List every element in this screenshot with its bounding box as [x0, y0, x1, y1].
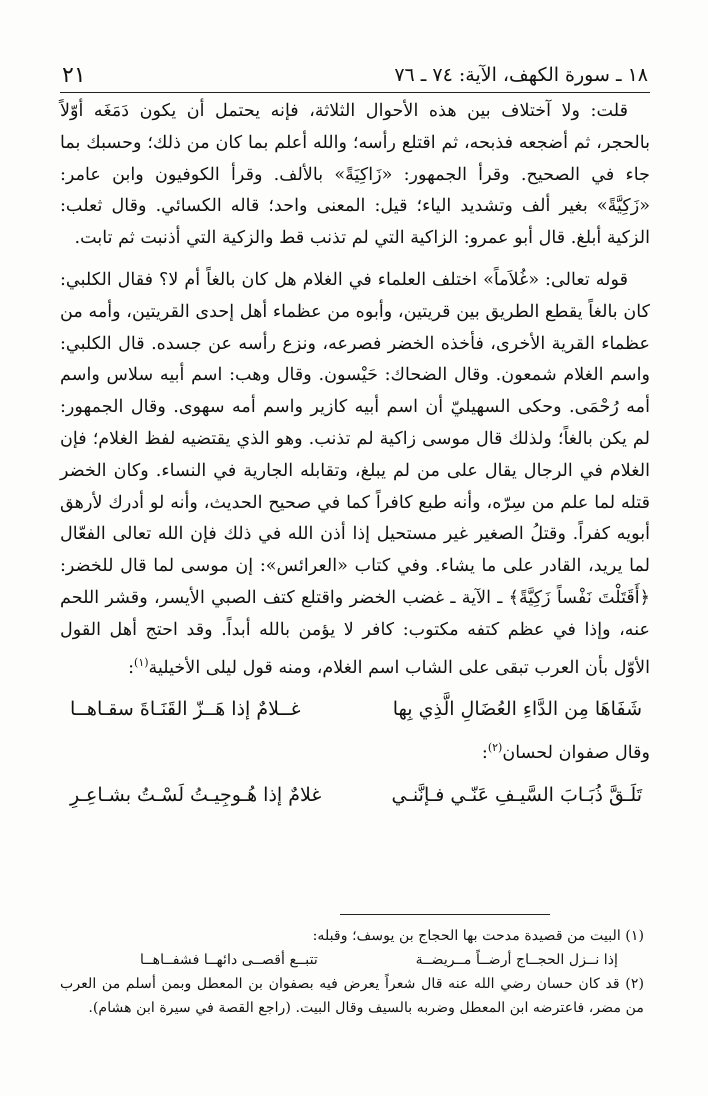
verse-2-first-hemistich: تَلَـقَّ ذُبَـابَ السَّيـفِ عَنّـي فـإنَّنـي [391, 783, 642, 806]
footnotes [60, 924, 644, 1020]
paragraph-2-text: قوله تعالى: «غُلاَماً» اختلف العلماء في الغلام هل كان بالغاً أم لا؟ فقال الكلبي: كان بالغاً يقطع الطريق بين قريتين، وأبوه من عظماء أهل إحدى القريتين، وأمه من عظماء القرية الأخرى، فأخذه الخضر فصرعه، ونزع رأسه عن جسده. قال الكلبي: واسم الغلام شمعون. وقال الضحاك: حَيْسون. وقال وهب: اسم أبيه سلاس واسم أمه رُحْمَى. وحكى السهيليّ أن اسم أبيه كازير واسم أمه سهوى. وقال الجمهور: لم يكن بالغاً؛ ولذلك قال موسى زاكية لم تذنب. وهو الذي يقتضيه لفظ الغلام؛ فإن الغلام في الرجال يقال على من لم يبلغ، وتقابله الجارية في النساء. وكان الخضر قتله لما علم من سِرّه، وأنه طبع كافراً كما في صحيح الحديث، وأنه لو أدرك لأرهق أبويه كفراً. وقتلُ الصغير غير مستحيل إذا أذن الله في ذلك فإن الله تعالى الفعّال لما يريد، القادر على ما يشاء. وفي كتاب «العرائس»: إن موسى لما قال للخضر: ﴿أَقَتَلْتَ نَفْساً زَكِيَّةً﴾ ـ الآية ـ غضب الخضر واقتلع كتف الصبي الأيسر، وقشر اللحم عنه، وإذا في عظم كتفه مكتوب: كافر لا يؤمن بالله أبداً. وقد احتج أهل القول الأوّل بأن العرب تبقى على الشاب اسم الغلام، ومنه قول ليلى الأخيلية [60, 269, 650, 678]
header-rule [60, 92, 650, 93]
footnote-1: (١) البيت من قصيدة مدحت بها الحجاج بن يوسف؛ وقبله: [312, 928, 644, 944]
safwan-line-text: وقال صفوان لحسان [502, 742, 650, 763]
safwan-line-colon: : [481, 742, 488, 763]
footnote-ref-2: (٢) [487, 741, 503, 754]
footnote-2: (٢) قد كان حسان رضي الله عنه قال شعراً يعرض فيه بصفوان بن المعطل وبمن أسلم من العرب من مضر، فاعترضه ابن المعطل وضربه بالسيف وقال البيت. (راجع القصة في سيرة ابن هشام). [60, 976, 644, 1016]
footnote-ref-1: (١) [134, 655, 149, 669]
verse-1 [60, 694, 650, 726]
paragraph-2 [60, 265, 650, 684]
verse-1-first-hemistich: شَفَاهَا مِن الدَّاءِ العُضَالِ الَّذِي بِها [392, 698, 642, 721]
paragraph-1: قلت: ولا آختلاف بين هذه الأحوال الثلاثة، فإنه يحتمل أن يكون دَمَغَه أوّلاً بالحجر، ثم أضجعه فذبحه، ثم اقتلع رأسه؛ والله أعلم بما كان من ذلك؛ وحسبك بما جاء في الصحيح. وقرأ الجمهور: «زَاكِيَةً» بالألف. وقرأ الكوفيون وابن عامر: «زَكِيَّةً» بغير ألف وتشديد الياء؛ قيل: المعنى واحد؛ قاله الكسائي. وقال ثعلب: الزكية أبلغ. قال أبو عمرو: الزاكية التي لم تذنب قط والزكية التي أذنبت ثم تابت. [60, 101, 650, 249]
verse-2 [60, 780, 650, 812]
verse-1-second-hemistich: غــلامٌ إذا هَــزّ القَنَـاةَ سقـاهــا [70, 698, 301, 721]
safwan-line [60, 732, 650, 770]
footnote-rule [340, 914, 550, 915]
paragraph-2-colon: : [128, 657, 135, 678]
running-title: ١٨ ـ سورة الكهف، الآية: ٧٤ ـ ٧٦ [394, 64, 648, 86]
footnote-1-verse-first: إذا نــزل الحجــاج أرضــاً مــريضــة [415, 952, 618, 968]
footnote-1-verse [60, 948, 644, 972]
footnote-1-verse-second: تتبــع أقصــى دائهــا فشفــاهــا [140, 952, 318, 968]
page-number: ٢١ [62, 62, 86, 88]
main-text [60, 96, 650, 817]
verse-2-second-hemistich: غلامٌ إذا هُـوجِيـتُ لَسْـتُ بشـاعِـرِ [70, 783, 322, 806]
page-header [62, 60, 648, 90]
